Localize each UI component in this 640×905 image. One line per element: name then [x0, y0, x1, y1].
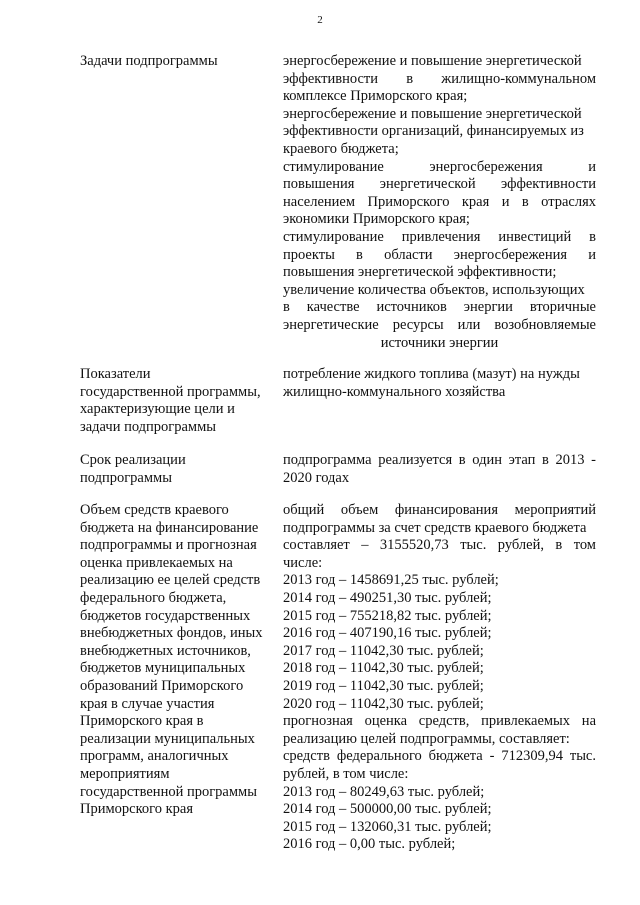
- row-label: [80, 53, 270, 71]
- label-line: внебюджетных источников,: [80, 642, 251, 659]
- value-line: средств федерального бюджета - 712309,94 тыс.: [283, 748, 596, 765]
- value-line: 2017 год – 11042,30 тыс. рублей;: [283, 642, 484, 659]
- value-line: подпрограмма реализуется в один этап в 2013 -: [283, 452, 596, 468]
- value-line: 2013 год – 80249,63 тыс. рублей;: [283, 783, 485, 800]
- value-line: источники энергии: [380, 334, 499, 351]
- value-line: 2016 год – 407190,16 тыс. рублей;: [283, 625, 492, 642]
- value-line: 2014 год – 490251,30 тыс. рублей;: [283, 589, 492, 606]
- label-line: подпрограммы: [80, 469, 172, 486]
- value-line: повышения энергетической эффективности;: [283, 264, 557, 281]
- value-line: энергетические ресурсы или возобновляемые: [283, 316, 596, 333]
- label-line: Задачи подпрограммы: [80, 53, 218, 69]
- value-line: энергосбережение и повышение энергетической: [283, 53, 582, 69]
- label-line: государственной программы: [80, 783, 257, 800]
- value-line: 2018 год – 11042,30 тыс. рублей;: [283, 660, 484, 677]
- value-line: проекты в области энергосбережения и: [283, 246, 596, 263]
- value-line: 2019 год – 11042,30 тыс. рублей;: [283, 677, 484, 694]
- label-line: задачи подпрограммы: [80, 418, 217, 435]
- value-line: в качестве источников энергии вторичные: [283, 299, 596, 316]
- value-line: 2015 год – 755218,82 тыс. рублей;: [283, 607, 492, 624]
- label-line: внебюджетных фондов, иных: [80, 625, 263, 642]
- label-line: Срок реализации: [80, 452, 186, 468]
- value-line: рублей, в том числе:: [283, 765, 409, 782]
- label-line: реализацию ее целей средств: [80, 572, 261, 589]
- label-line: Объем средств краевого: [80, 502, 229, 518]
- label-line: мероприятиям: [80, 765, 170, 782]
- label-line: Приморского края: [80, 801, 194, 818]
- value-line: краевого бюджета;: [283, 140, 399, 157]
- label-line: государственной программы,: [80, 383, 261, 400]
- value-line: стимулирование энергосбережения и: [283, 158, 596, 175]
- value-line: 2016 год – 0,00 тыс. рублей;: [283, 836, 456, 853]
- value-line: составляет – 3155520,73 тыс. рублей, в том: [283, 537, 596, 554]
- label-line: бюджета на финансирование: [80, 519, 259, 536]
- label-line: программ, аналогичных: [80, 748, 229, 765]
- value-line: 2013 год – 1458691,25 тыс. рублей;: [283, 572, 499, 589]
- value-line: реализацию целей подпрограммы, составляет:: [283, 730, 570, 747]
- row-value: [283, 452, 596, 487]
- value-line: потребление жидкого топлива (мазут) на нужды: [283, 366, 580, 382]
- value-line: стимулирование привлечения инвестиций в: [283, 228, 596, 245]
- label-line: оценка привлекаемых на: [80, 554, 233, 571]
- value-line: увеличение количества объектов, использующих: [283, 281, 585, 298]
- row-label: [80, 366, 270, 436]
- label-line: реализации муниципальных: [80, 730, 255, 747]
- value-line: 2020 год – 11042,30 тыс. рублей;: [283, 695, 484, 712]
- value-line: населением Приморского края и в отраслях: [283, 193, 596, 210]
- row-label: [80, 452, 270, 487]
- label-line: Приморского края в: [80, 713, 204, 730]
- value-line: 2014 год – 500000,00 тыс. рублей;: [283, 801, 492, 818]
- label-line: бюджетов государственных: [80, 607, 251, 624]
- value-line: прогнозная оценка средств, привлекаемых на: [283, 713, 596, 730]
- label-line: бюджетов муниципальных: [80, 660, 246, 677]
- label-line: Показатели: [80, 366, 151, 382]
- value-line: эффективности в жилищно-коммунальном: [283, 70, 596, 87]
- value-line: общий объем финансирования мероприятий: [283, 502, 596, 518]
- value-line: числе:: [283, 554, 323, 571]
- value-line: жилищно-коммунального хозяйства: [283, 383, 506, 400]
- value-line: энергосбережение и повышение энергетической: [283, 105, 582, 122]
- value-line: 2020 годах: [283, 469, 350, 486]
- row-value: [283, 502, 596, 854]
- value-line: 2015 год – 132060,31 тыс. рублей;: [283, 818, 492, 835]
- label-line: характеризующие цели и: [80, 401, 235, 418]
- label-line: края в случае участия: [80, 695, 215, 712]
- label-line: федерального бюджета,: [80, 589, 227, 606]
- label-line: образований Приморского: [80, 677, 244, 694]
- row-label: [80, 502, 270, 819]
- value-line: экономики Приморского края;: [283, 211, 470, 228]
- value-line: эффективности организаций, финансируемых из: [283, 123, 584, 140]
- value-line: повышения энергетической эффективности: [283, 176, 596, 193]
- page-number: 2: [317, 14, 323, 26]
- value-line: комплексе Приморского края;: [283, 88, 468, 105]
- label-line: подпрограммы и прогнозная: [80, 537, 257, 554]
- row-value: [283, 366, 596, 401]
- value-line: подпрограммы за счет средств краевого бюджета: [283, 519, 587, 536]
- row-value: [283, 53, 596, 352]
